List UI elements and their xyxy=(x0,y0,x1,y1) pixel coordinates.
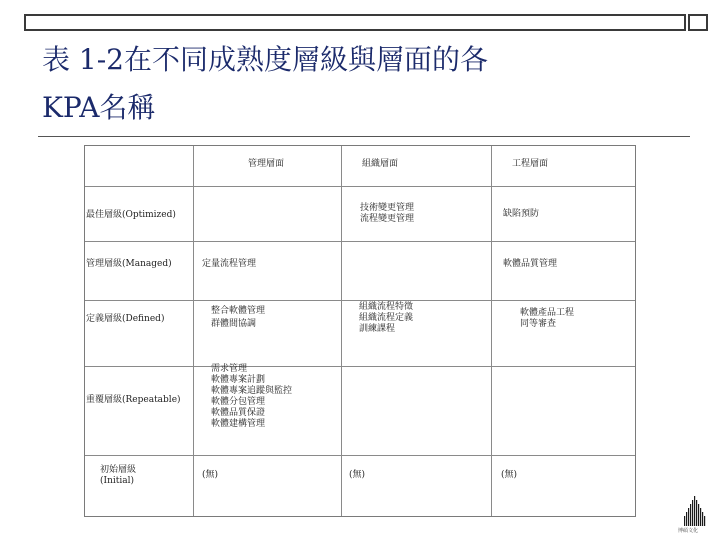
column-divider xyxy=(341,146,342,516)
slide-title-line-2: KPA名稱 xyxy=(42,91,156,124)
slide-title-line-1: 表 1-2在不同成熟度層級與層面的各 xyxy=(42,43,488,76)
row-divider xyxy=(85,366,635,367)
defined-management-kpas: 整合軟體管理 群體間協調 xyxy=(211,306,266,329)
repeatable-management-kpas: 需求管理 軟體專案計劃 軟體專案追蹤與監控 軟體分包管理 軟體品質保證 軟體建構管理 xyxy=(211,364,293,429)
title-divider xyxy=(38,136,690,137)
defined-organization-kpas: 組織流程特徵 組織流程定義 訓練課程 xyxy=(359,302,414,334)
level-initial: 初始層級 (Initial) xyxy=(100,465,137,486)
optimized-organization-kpas: 技術變更管理 流程變更管理 xyxy=(360,203,415,224)
publisher-logo-text: 博碩文化 xyxy=(678,528,699,534)
managed-management-kpa: 定量流程管理 xyxy=(202,259,257,269)
managed-engineering-kpa: 軟體品質管理 xyxy=(503,259,558,269)
optimized-engineering-kpa: 缺陷預防 xyxy=(503,209,540,219)
row-divider xyxy=(85,186,635,187)
slide-title xyxy=(42,36,488,132)
initial-management-kpa: (無) xyxy=(202,470,219,480)
level-repeatable: 重覆層級(Repeatable) xyxy=(86,395,181,405)
row-divider xyxy=(85,300,635,301)
initial-engineering-kpa: (無) xyxy=(501,470,518,480)
initial-organization-kpa: (無) xyxy=(349,470,366,480)
header-management: 管理層面 xyxy=(247,159,284,169)
top-decorative-box xyxy=(688,14,708,31)
row-divider xyxy=(85,241,635,242)
level-managed: 管理層級(Managed) xyxy=(86,259,172,269)
header-engineering: 工程層面 xyxy=(511,159,548,169)
column-divider xyxy=(491,146,492,516)
level-optimized: 最佳層級(Optimized) xyxy=(86,210,176,220)
defined-engineering-kpas: 軟體產品工程 同等審查 xyxy=(520,308,575,329)
header-organization: 組織層面 xyxy=(361,159,398,169)
column-divider xyxy=(193,146,194,516)
level-defined: 定義層級(Defined) xyxy=(86,314,165,324)
row-divider xyxy=(85,455,635,456)
top-decorative-bar xyxy=(24,14,686,31)
